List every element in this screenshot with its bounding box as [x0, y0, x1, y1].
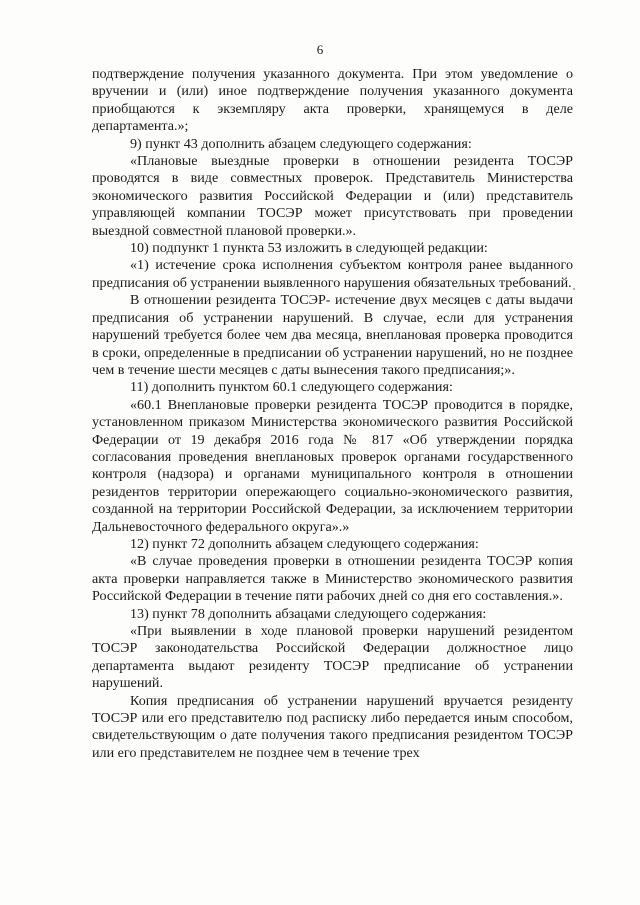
paragraph: В отношении резидента ТОСЭР- истечение двух месяцев с даты выдачи предписания об устранении нарушений. В случае, если для устранения нарушений требуется более чем два месяца, внеплановая проверка проводится в сроки, определенные в предписании об устранении нарушений, но не позднее чем в течение шести месяцев с даты вынесения такого предписания;».	[92, 292, 573, 378]
paragraph: 13) пункт 78 дополнить абзацами следующего содержания:	[130, 605, 487, 622]
paragraph: «При выявлении в ходе плановой проверки нарушений резидентом ТОСЭР законодательства Российской Федерации должностное лицо департамента выдают резиденту ТОСЭР предписание об устранении нарушений.	[92, 623, 573, 692]
document-body	[92, 66, 573, 762]
paragraph: «Плановые выездные проверки в отношении резидента ТОСЭР проводятся в виде совместных проверок. Представитель Министерства экономического развития Российской Федерации и (или) представитель управляющей компании ТОСЭР может присутствовать при проведении выездной совместной плановой проверки.».	[92, 153, 573, 239]
paragraph: 9) пункт 43 дополнить абзацем следующего содержания:	[130, 135, 472, 152]
paragraph: 10) подпункт 1 пункта 53 изложить в следующей редакции:	[130, 240, 488, 257]
paragraph: 11) дополнить пунктом 60.1 следующего содержания:	[130, 379, 453, 396]
paragraph: Копия предписания об устранении нарушений вручается резиденту ТОСЭР или его представителю под расписку либо передается иным способом, свидетельствующим о дате получения такого предписания резидентом ТОСЭР или его представителем не позднее чем в течение трех	[92, 692, 573, 761]
paragraph: подтверждение получения указанного документа. При этом уведомление о вручении и (или) иное подтверждение получения указанного документа приобщаются к экземпляру акта проверки, хранящемуся в деле департамента.»;	[92, 66, 573, 135]
scan-speck	[573, 288, 575, 290]
paragraph: «60.1 Внеплановые проверки резидента ТОСЭР проводится в порядке, установленном приказом Министерства экономического развития Российской Федерации от 19 декабря 2016 года № 817 «Об утверждении порядка согласования проведения внеплановых проверок органами государственного контроля (надзора) и органами муниципального контроля в отношении резидентов территории опережающего социально-экономического развития, созданной на территории Российской Федерации, за исключением территории Дальневосточного федерального округа».»	[92, 396, 573, 535]
paragraph: 12) пункт 72 дополнить абзацем следующего содержания:	[130, 535, 479, 552]
page-number: 6	[316, 42, 324, 57]
paragraph: «В случае проведения проверки в отношении резидента ТОСЭР копия акта проверки направляется также в Министерство экономического развития Российской Федерации в течение пяти рабочих дней со дня его составления.».	[92, 553, 573, 605]
paragraph: «1) истечение срока исполнения субъектом контроля ранее выданного предписания об устранении выявленного нарушения обязательных требований.	[92, 257, 573, 291]
